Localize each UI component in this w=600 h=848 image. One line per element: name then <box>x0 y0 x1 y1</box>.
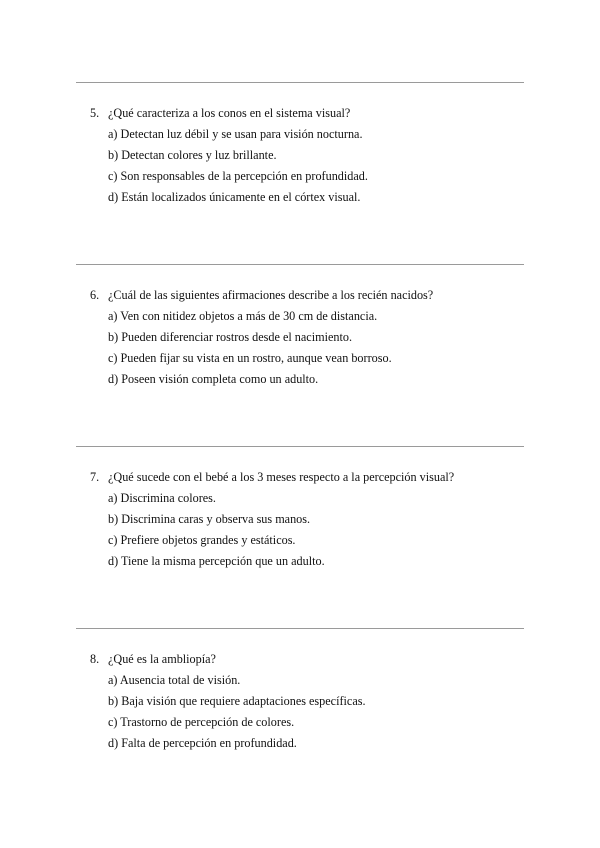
question-stem <box>90 287 530 308</box>
option-a: a) Ven con nitidez objetos a más de 30 cm de distancia. <box>108 309 378 323</box>
option-c: c) Prefiere objetos grandes y estáticos. <box>108 533 296 547</box>
question-8 <box>90 651 530 756</box>
question-stem <box>90 469 530 490</box>
question-6 <box>90 287 530 392</box>
question-5 <box>90 105 530 210</box>
option-a: a) Detectan luz débil y se usan para visión nocturna. <box>108 127 363 141</box>
option-b: b) Discrimina caras y observa sus manos. <box>108 512 311 526</box>
question-text: ¿Qué caracteriza a los conos en el sistema visual? <box>108 106 351 120</box>
option-d: d) Falta de percepción en profundidad. <box>108 736 297 750</box>
option-b: b) Pueden diferenciar rostros desde el nacimiento. <box>108 330 352 344</box>
option-d: d) Están localizados únicamente en el córtex visual. <box>108 190 361 204</box>
option-d: d) Tiene la misma percepción que un adulto. <box>108 554 325 568</box>
option-b: b) Detectan colores y luz brillante. <box>108 148 277 162</box>
separator-rule <box>76 446 524 447</box>
question-number: 7. <box>90 470 100 484</box>
question-stem <box>90 105 530 126</box>
question-stem <box>90 651 530 672</box>
separator-rule <box>76 82 524 83</box>
question-number: 5. <box>90 106 100 120</box>
option-d: d) Poseen visión completa como un adulto. <box>108 372 319 386</box>
question-number: 6. <box>90 288 100 302</box>
separator-rule <box>76 264 524 265</box>
option-c: c) Pueden fijar su vista en un rostro, aunque vean borroso. <box>108 351 392 365</box>
option-b: b) Baja visión que requiere adaptaciones específicas. <box>108 694 366 708</box>
question-text: ¿Qué sucede con el bebé a los 3 meses respecto a la percepción visual? <box>108 470 455 484</box>
separator-rule <box>76 628 524 629</box>
option-a: a) Ausencia total de visión. <box>108 673 241 687</box>
question-number: 8. <box>90 652 100 666</box>
option-c: c) Son responsables de la percepción en profundidad. <box>108 169 368 183</box>
question-text: ¿Qué es la ambliopía? <box>108 652 216 666</box>
question-text: ¿Cuál de las siguientes afirmaciones describe a los recién nacidos? <box>108 288 434 302</box>
question-7 <box>90 469 530 574</box>
option-c: c) Trastorno de percepción de colores. <box>108 715 295 729</box>
option-a: a) Discrimina colores. <box>108 491 216 505</box>
